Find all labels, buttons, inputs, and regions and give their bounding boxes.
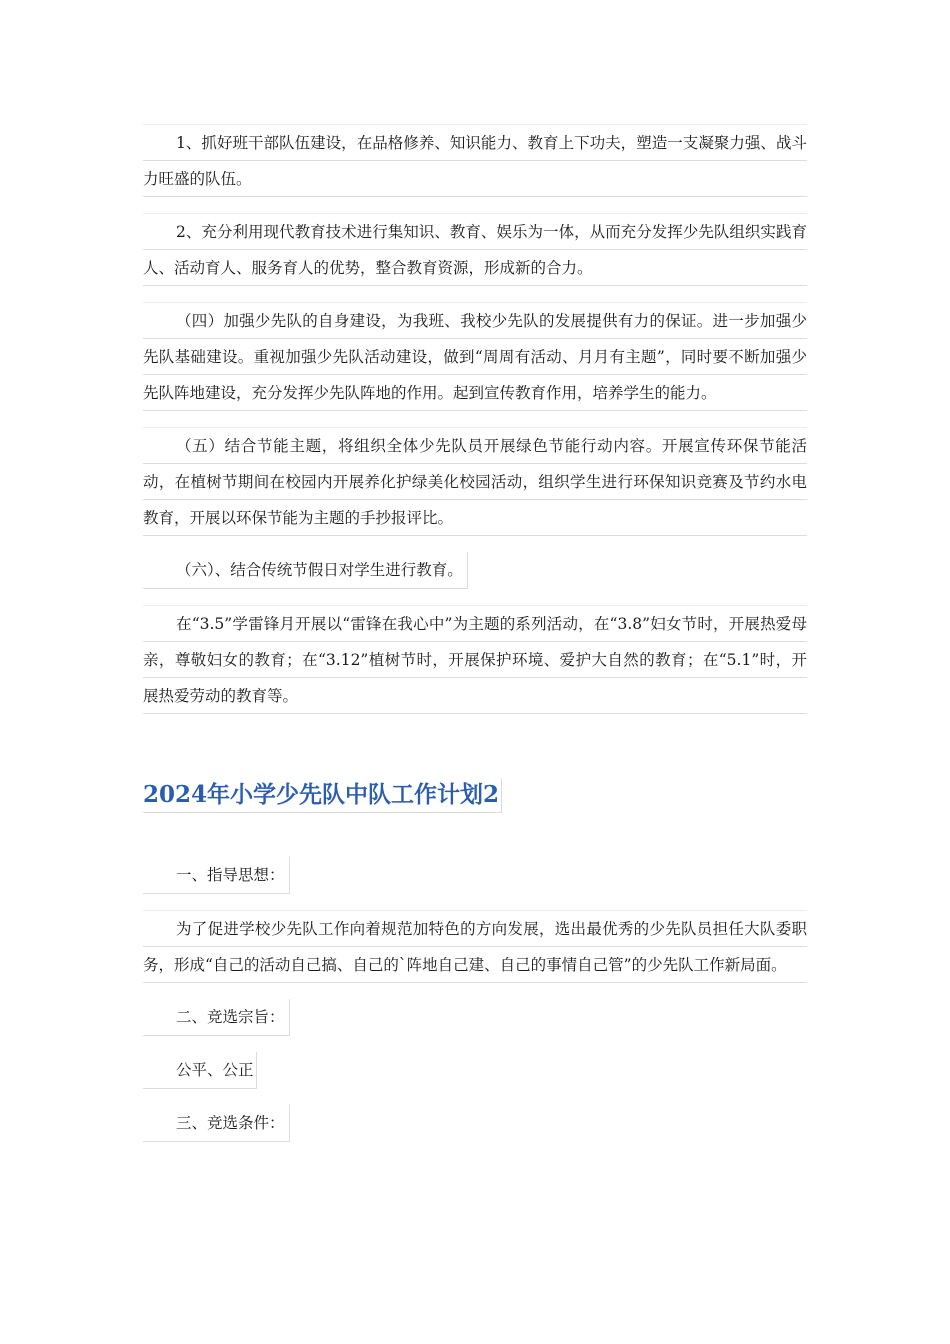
paragraph-fairness <box>143 1052 257 1089</box>
section-election-aim <box>143 999 290 1036</box>
paragraph-5-text: （六）、结合传统节假日对学生进行教育。 <box>176 561 463 579</box>
paragraph-purpose <box>143 910 807 983</box>
document-page <box>143 124 807 1158</box>
paragraph-3-text: （四）加强少先队的自身建设，为我班、我校少先队的发展提供有力的保证。进一步加强少先队基础建设。重视加强少先队活动建设，做到“周周有活动、月月有主题”，同时要不断加强少先队阵地建设，充分发挥少先队阵地的作用。起到宣传教育作用，培养学生的能力。 <box>143 312 807 402</box>
paragraph-2 <box>143 213 807 286</box>
paragraph-4 <box>143 427 807 536</box>
paragraph-4-text: （五）结合节能主题，将组织全体少先队员开展绿色节能行动内容。开展宣传环保节能活动，在植树节期间在校园内开展养化护绿美化校园活动，组织学生进行环保知识竞赛及节约水电教育，开展以环保节能为主题的手抄报评比。 <box>143 437 807 527</box>
section-guiding-thought <box>143 857 290 894</box>
paragraph-5 <box>143 552 468 589</box>
paragraph-1-text: 1、抓好班干部队伍建设，在品格修养、知识能力、教育上下功夫，塑造一支凝聚力强、战斗力旺盛的队伍。 <box>143 134 807 188</box>
paragraph-fairness-text: 公平、公正 <box>176 1061 254 1079</box>
paragraph-1 <box>143 124 807 197</box>
section-election-conditions <box>143 1105 290 1142</box>
section-guiding-thought-text: 一、指导思想： <box>176 866 285 884</box>
paragraph-6-text: 在“3.5”学雷锋月开展以“雷锋在我心中”为主题的系列活动，在“3.8”妇女节时，开展热爱母亲，尊敬妇女的教育；在“3.12”植树节时，开展保护环境、爱护大自然的教育；在“5.1”时，开展热爱劳动的教育等。 <box>143 615 807 705</box>
section-heading: 2024年小学少先队中队工作计划2 <box>143 778 502 813</box>
section-election-aim-text: 二、竞选宗旨： <box>176 1008 285 1026</box>
paragraph-2-text: 2、充分利用现代教育技术进行集知识、教育、娱乐为一体，从而充分发挥少先队组织实践育人、活动育人、服务育人的优势，整合教育资源，形成新的合力。 <box>143 223 807 277</box>
paragraph-6 <box>143 605 807 714</box>
paragraph-3 <box>143 302 807 411</box>
paragraph-purpose-text: 为了促进学校少先队工作向着规范加特色的方向发展，选出最优秀的少先队员担任大队委职务，形成“自己的活动自己搞、自己的`阵地自己建、自己的事情自己管”的少先队工作新局面。 <box>143 920 807 974</box>
section-election-conditions-text: 三、竞选条件： <box>176 1114 285 1132</box>
